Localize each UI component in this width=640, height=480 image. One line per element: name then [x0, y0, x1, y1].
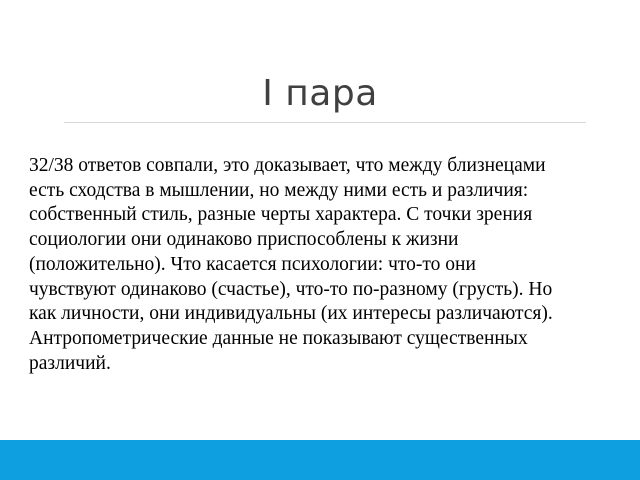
footer-accent-bar [0, 440, 640, 480]
slide-body-text: 32/38 ответов совпали, это доказывает, что между близнецами есть сходства в мышлении, но между ними есть и различия: собственный стиль, разные черты характера. С точки зрения социологии они одинаково приспособлены к жизни (положительно). Что касается психологии: что-то они чувствуют одинаково (счастье), что-то по-разному (грусть). Но как личности, они индивидуальны (их интересы различаются). Антропометрические данные не показывают существенных различий. [29, 155, 553, 374]
title-divider [64, 122, 586, 123]
slide-title: I пара [262, 73, 378, 114]
